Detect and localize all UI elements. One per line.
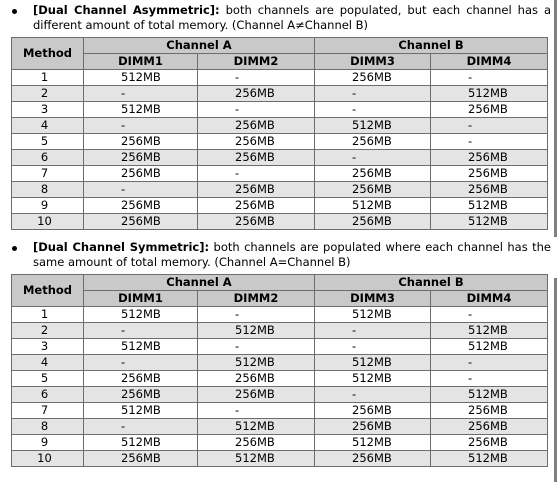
dimm4-cell: 256MB	[431, 150, 548, 166]
symmetric-bullet	[0, 240, 557, 272]
dimm2-header: DIMM2	[198, 291, 315, 307]
method-cell: 8	[12, 182, 84, 198]
dimm3-cell: 512MB	[315, 355, 431, 371]
dimm1-cell: 256MB	[84, 387, 198, 403]
channel-b-header: Channel B	[315, 38, 548, 54]
dimm2-cell: 256MB	[198, 214, 315, 230]
method-cell: 10	[12, 451, 84, 467]
dimm3-cell: -	[315, 323, 431, 339]
method-cell: 9	[12, 198, 84, 214]
table-row	[12, 355, 548, 371]
asymmetric-table	[11, 37, 548, 230]
dimm4-cell: 256MB	[431, 419, 548, 435]
dimm1-cell: 256MB	[84, 451, 198, 467]
dimm1-cell: -	[84, 323, 198, 339]
method-cell: 4	[12, 355, 84, 371]
dimm1-cell: 256MB	[84, 166, 198, 182]
dimm1-cell: -	[84, 355, 198, 371]
symmetric-table-body	[12, 307, 548, 467]
dimm4-cell: 256MB	[431, 166, 548, 182]
dimm4-cell: 512MB	[431, 198, 548, 214]
bullet-icon	[12, 9, 17, 14]
table-row	[12, 419, 548, 435]
dimm3-cell: -	[315, 150, 431, 166]
dimm1-cell: -	[84, 419, 198, 435]
dimm3-cell: 256MB	[315, 70, 431, 86]
dimm3-cell: 256MB	[315, 419, 431, 435]
dimm4-header: DIMM4	[431, 291, 548, 307]
table-row	[12, 339, 548, 355]
method-header: Method	[12, 275, 84, 307]
method-cell: 1	[12, 307, 84, 323]
dimm2-cell: 512MB	[198, 451, 315, 467]
dimm4-cell: 256MB	[431, 403, 548, 419]
asymmetric-section	[0, 3, 557, 228]
dimm2-cell: 256MB	[198, 118, 315, 134]
dimm3-header: DIMM3	[315, 291, 431, 307]
dimm3-cell: 256MB	[315, 182, 431, 198]
table-row	[12, 166, 548, 182]
method-cell: 2	[12, 323, 84, 339]
method-header: Method	[12, 38, 84, 70]
dimm4-cell: 256MB	[431, 102, 548, 118]
dimm3-cell: 256MB	[315, 166, 431, 182]
method-cell: 3	[12, 339, 84, 355]
table-row	[12, 307, 548, 323]
table-row	[12, 403, 548, 419]
table-row	[12, 86, 548, 102]
dimm2-cell: 512MB	[198, 419, 315, 435]
table-row	[12, 214, 548, 230]
dimm4-cell: -	[431, 70, 548, 86]
table-row	[12, 371, 548, 387]
dimm2-cell: 256MB	[198, 371, 315, 387]
dimm3-cell: 512MB	[315, 307, 431, 323]
dimm4-cell: -	[431, 307, 548, 323]
dimm4-cell: 256MB	[431, 435, 548, 451]
method-cell: 10	[12, 214, 84, 230]
dimm4-cell: 512MB	[431, 339, 548, 355]
dimm4-cell: 512MB	[431, 323, 548, 339]
dimm4-cell: -	[431, 371, 548, 387]
dimm1-header: DIMM1	[84, 54, 198, 70]
dimm3-cell: 256MB	[315, 214, 431, 230]
dimm2-cell: -	[198, 166, 315, 182]
asymmetric-table-body	[12, 70, 548, 230]
dimm2-cell: 256MB	[198, 182, 315, 198]
method-cell: 7	[12, 166, 84, 182]
dimm1-cell: 256MB	[84, 134, 198, 150]
dimm3-cell: -	[315, 102, 431, 118]
dimm4-cell: 512MB	[431, 451, 548, 467]
symmetric-description: both channels are populated where each channel has the same amount of total memory. (Channel A=Channel B)	[33, 240, 551, 269]
dimm1-cell: 512MB	[84, 403, 198, 419]
table-row	[12, 134, 548, 150]
dimm1-cell: 256MB	[84, 214, 198, 230]
method-cell: 7	[12, 403, 84, 419]
method-cell: 3	[12, 102, 84, 118]
dimm3-cell: 256MB	[315, 134, 431, 150]
table-row	[12, 451, 548, 467]
dimm2-cell: -	[198, 102, 315, 118]
dimm2-cell: 256MB	[198, 198, 315, 214]
table-row	[12, 198, 548, 214]
dimm1-cell: -	[84, 86, 198, 102]
method-cell: 9	[12, 435, 84, 451]
dimm2-cell: 256MB	[198, 435, 315, 451]
dimm2-cell: -	[198, 307, 315, 323]
dimm1-cell: 256MB	[84, 198, 198, 214]
dimm2-header: DIMM2	[198, 54, 315, 70]
table-row	[12, 102, 548, 118]
dimm4-cell: -	[431, 355, 548, 371]
dimm3-cell: 256MB	[315, 403, 431, 419]
dimm1-cell: 512MB	[84, 307, 198, 323]
dimm1-cell: 256MB	[84, 150, 198, 166]
dimm3-header: DIMM3	[315, 54, 431, 70]
table-row	[12, 150, 548, 166]
symmetric-title: [Dual Channel Symmetric]:	[33, 240, 210, 254]
method-cell: 6	[12, 150, 84, 166]
method-cell: 6	[12, 387, 84, 403]
dimm1-header: DIMM1	[84, 291, 198, 307]
channel-b-header: Channel B	[315, 275, 548, 291]
dimm2-cell: 256MB	[198, 134, 315, 150]
table-row	[12, 182, 548, 198]
symmetric-section	[0, 240, 557, 465]
dimm1-cell: 512MB	[84, 70, 198, 86]
table-row	[12, 387, 548, 403]
dimm1-cell: 512MB	[84, 339, 198, 355]
channel-a-header: Channel A	[84, 38, 315, 54]
dimm4-header: DIMM4	[431, 54, 548, 70]
dimm3-cell: -	[315, 339, 431, 355]
bullet-icon	[12, 246, 17, 251]
dimm4-cell: 256MB	[431, 182, 548, 198]
dimm4-cell: 512MB	[431, 214, 548, 230]
method-cell: 5	[12, 134, 84, 150]
method-cell: 1	[12, 70, 84, 86]
channel-a-header: Channel A	[84, 275, 315, 291]
dimm1-cell: 512MB	[84, 435, 198, 451]
dimm1-cell: -	[84, 182, 198, 198]
dimm2-cell: 256MB	[198, 150, 315, 166]
table-row	[12, 323, 548, 339]
dimm3-cell: -	[315, 387, 431, 403]
method-cell: 5	[12, 371, 84, 387]
dimm3-cell: 512MB	[315, 198, 431, 214]
method-cell: 2	[12, 86, 84, 102]
dimm2-cell: 256MB	[198, 86, 315, 102]
dimm2-cell: 512MB	[198, 323, 315, 339]
dimm1-cell: -	[84, 118, 198, 134]
dimm3-cell: 512MB	[315, 435, 431, 451]
dimm2-cell: -	[198, 403, 315, 419]
dimm3-cell: -	[315, 86, 431, 102]
dimm4-cell: -	[431, 134, 548, 150]
dimm1-cell: 512MB	[84, 102, 198, 118]
table-row	[12, 118, 548, 134]
dimm3-cell: 256MB	[315, 451, 431, 467]
dimm4-cell: -	[431, 118, 548, 134]
dimm2-cell: 256MB	[198, 387, 315, 403]
symmetric-table	[11, 274, 548, 467]
dimm1-cell: 256MB	[84, 371, 198, 387]
table-row	[12, 70, 548, 86]
dimm4-cell: 512MB	[431, 86, 548, 102]
asymmetric-bullet	[0, 3, 557, 35]
asymmetric-title: [Dual Channel Asymmetric]:	[33, 3, 220, 17]
dimm3-cell: 512MB	[315, 371, 431, 387]
method-cell: 4	[12, 118, 84, 134]
method-cell: 8	[12, 419, 84, 435]
dimm4-cell: 512MB	[431, 387, 548, 403]
dimm2-cell: 512MB	[198, 355, 315, 371]
dimm2-cell: -	[198, 339, 315, 355]
dimm2-cell: -	[198, 70, 315, 86]
asymmetric-description: both channels are populated, but each channel has a different amount of total memory. (Channel A≠Channel B)	[33, 3, 552, 32]
table-row	[12, 435, 548, 451]
dimm3-cell: 512MB	[315, 118, 431, 134]
